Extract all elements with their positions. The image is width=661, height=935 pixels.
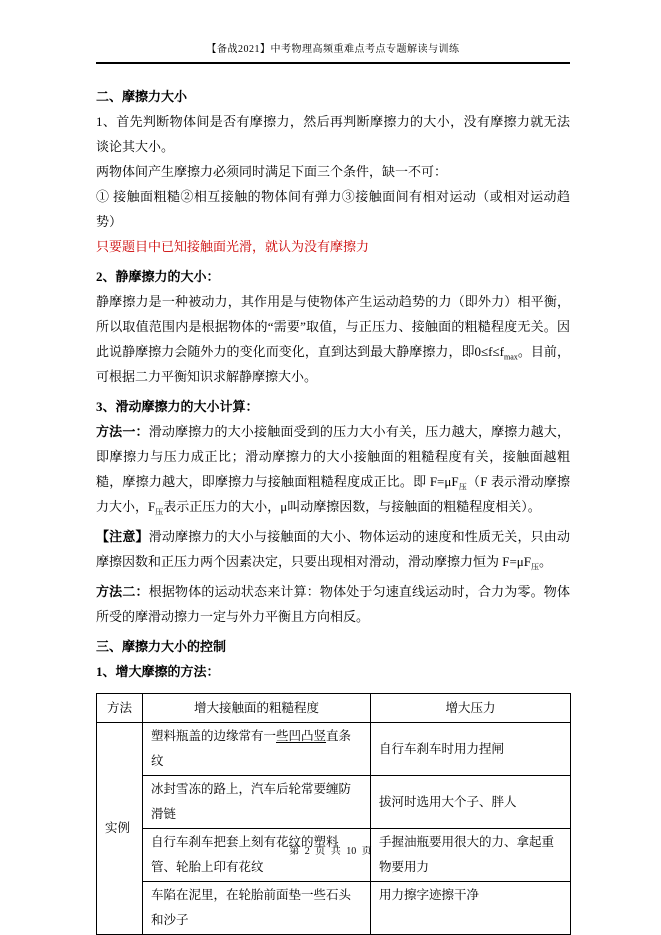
paragraph-static-friction: [96, 289, 570, 389]
heading-sliding-friction-calc: 3、滑动摩擦力的大小计算：: [96, 399, 259, 414]
table-header-row: [97, 694, 571, 723]
attention-text-a: 滑动摩擦力的大小与接触面的大小、物体运动的速度和性质无关，只由动摩擦因数和正压力两个因素决定，只要出现相对滑动，滑动摩擦力恒为 F=μF: [96, 529, 570, 569]
document-body: [96, 84, 570, 935]
paragraph-smooth-surface-note: 只要题目中已知接触面光滑，就认为没有摩擦力: [96, 239, 370, 254]
method-one-label: 方法一：: [96, 424, 149, 439]
method-two-text: 根据物体的运动状态来计算：物体处于匀速直线运动时，合力为零。物体所受的摩滑动擦力一定与外力平衡且方向相反。: [96, 584, 570, 624]
paragraph-method-one: [96, 419, 570, 519]
f-n-subscript-3: 压: [531, 562, 540, 572]
method-two-label: 方法二：: [96, 584, 149, 599]
table-row: [97, 776, 571, 829]
table-row: [97, 882, 571, 935]
method-one-text-b: （F 表示滑动摩擦力大小，F: [96, 474, 571, 514]
heading-increase-friction: 1、增大摩擦的方法：: [96, 664, 220, 679]
table-header-pressure: 增大压力: [371, 694, 571, 723]
method-one-text-a: 滑动摩擦力的大小接触面受到的压力大小有关，压力越大，摩擦力越大，即摩擦力与压力成正比；滑动摩擦力的大小接触面的粗糙程度有关，接触面越粗糙，摩擦力越大，即摩擦力与接触面粗糙程度成正比。即 F=μF: [96, 424, 570, 489]
table-cell-rough-3: 自行车刹车把套上刻有花纹的塑料管、轮胎上印有花纹: [143, 829, 371, 882]
page-footer-page-number: 第 2 页 共 10 页: [289, 846, 372, 857]
f-max-subscript: max: [503, 352, 518, 362]
table-cell-rough-1: [143, 723, 371, 776]
rough-1-pre: 塑料瓶盖的边缘常有一: [151, 729, 277, 743]
table-cell-pressure-1: 自行车刹车时用力捏闸: [371, 723, 571, 776]
f-n-subscript-1: 压: [458, 482, 468, 492]
method-one-text-c: 表示正压力的大小，μ叫动摩擦因数，与接触面的粗糙程度相关）。: [163, 499, 541, 514]
static-friction-text-a: 静摩擦力是一种被动力，其作用是与使物体产生运动趋势的力（即外力）相平衡，所以取值范围内是根据物体的“需要”取值，与正压力、接触面的粗糙程度无关。因此说静摩擦力会随外力的变化而变化，直到达到最大静摩擦力，即0≤f≤f: [96, 294, 570, 359]
page-header-title: 【备战2021】中考物理高频重难点考点专题解读与训练: [96, 44, 570, 64]
section-3-title: 三、摩擦力大小的控制: [96, 639, 227, 654]
paragraph-three-conditions-intro: 两物体间产生摩擦力必须同时满足下面三个条件，缺一不可：: [96, 164, 448, 179]
paragraph-attention-note: [96, 524, 570, 574]
table-cell-pressure-2: 拔河时选用大个子、胖人: [371, 776, 571, 829]
rough-1-post: 直条纹: [151, 729, 352, 768]
paragraph-method-two: [96, 579, 570, 629]
section-2-title: 二、摩擦力大小: [96, 89, 188, 104]
paragraph-three-conditions: ① 接触面粗糙②相互接触的物体间有弹力③接触面间有相对运动（或相对运动趋势）: [96, 189, 570, 229]
static-friction-text-b: 。目前，可根据二力平衡知识求解静摩擦大小。: [96, 344, 570, 384]
table-cell-pressure-4: 用力擦字迹擦干净: [371, 882, 571, 935]
table-cell-pressure-3: 手握油瓶要用很大的力、拿起重物要用力: [371, 829, 571, 882]
rough-1-underlined: 些凹凸竖: [276, 729, 327, 743]
heading-static-friction: 2、静摩擦力的大小：: [96, 269, 220, 284]
table-header-method: 方法: [97, 694, 143, 723]
table-row-label-examples: 实例: [97, 723, 143, 935]
table-row: [97, 723, 571, 776]
table-header-roughness: 增大接触面的粗糙程度: [143, 694, 371, 723]
table-cell-rough-4: 车陷在泥里，在轮胎前面垫一些石头和沙子: [143, 882, 371, 935]
attention-label: 【注意】: [96, 529, 149, 544]
table-cell-rough-2: 冰封雪冻的路上，汽车后轮常要缠防滑链: [143, 776, 371, 829]
increase-friction-table: [96, 693, 571, 935]
attention-text-b: 。: [539, 554, 553, 569]
f-n-subscript-2: 压: [155, 507, 164, 517]
paragraph-judge-first: 1、首先判断物体间是否有摩擦力，然后再判断摩擦力的大小，没有摩擦力就无法谈论其大小。: [96, 114, 570, 154]
